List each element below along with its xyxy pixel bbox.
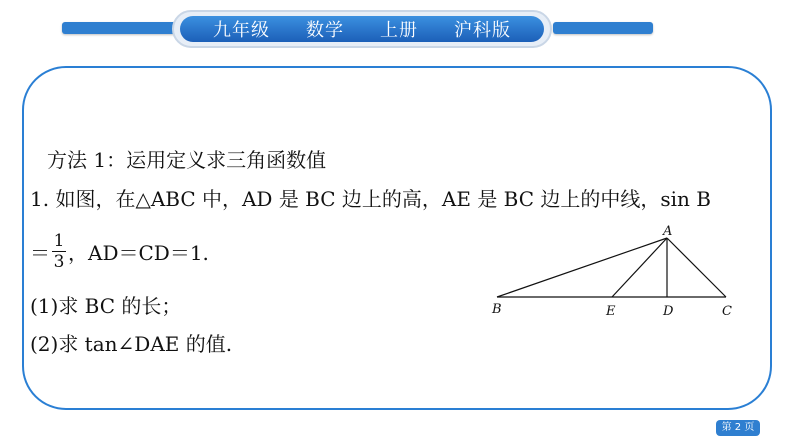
method-heading: 方法 1：运用定义求三角函数值: [47, 148, 327, 172]
header-subject: 数学: [306, 20, 344, 41]
equals-sign: ＝: [30, 241, 50, 265]
label-B: B: [492, 302, 502, 317]
header-banner-inner: [180, 16, 544, 42]
label-C: C: [722, 304, 732, 319]
label-A: A: [663, 224, 673, 239]
header-volume: 上册: [380, 20, 418, 41]
segment-AE: [612, 238, 667, 297]
segment-AC: [667, 238, 726, 297]
fraction-numerator: 1: [53, 231, 65, 251]
question-line-2: [30, 232, 209, 271]
sub-question-2: (2)求 tan∠DAE 的值.: [30, 332, 233, 356]
segment-AB: [497, 238, 667, 297]
label-D: D: [663, 304, 674, 319]
header-decor-bar-left: [62, 22, 182, 34]
fraction-denominator: 3: [53, 252, 65, 272]
page-number-badge: 第 2 页: [716, 420, 760, 436]
question-line-1: 1. 如图，在△ABC 中，AD 是 BC 边上的高，AE 是 BC 边上的中线，sin B: [30, 187, 711, 211]
header-decor-bar-right: [553, 22, 653, 34]
label-E: E: [606, 304, 616, 319]
header-grade: 九年级: [213, 20, 270, 41]
header-edition: 沪科版: [454, 20, 511, 41]
triangle-figure: [480, 220, 750, 325]
sub-question-1: (1)求 BC 的长；: [30, 294, 182, 318]
question-line-2-rest: ，AD＝CD＝1.: [68, 241, 209, 265]
header-banner: [172, 10, 552, 48]
fraction-one-third: [52, 232, 66, 271]
